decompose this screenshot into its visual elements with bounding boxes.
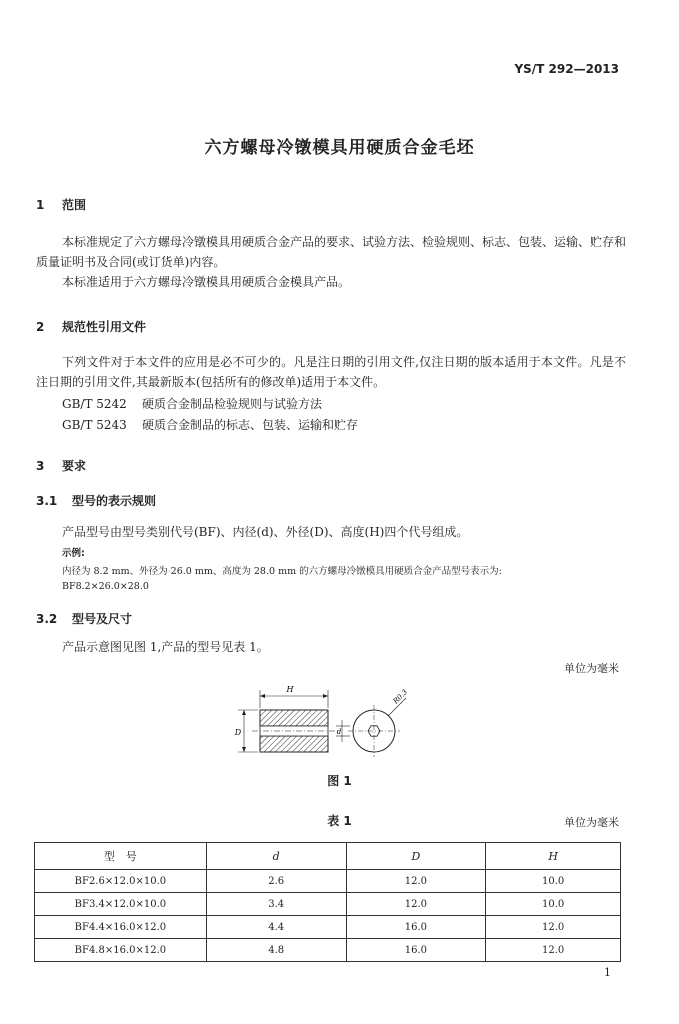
header-D: D bbox=[346, 843, 486, 870]
table-unit-note: 单位为毫米 bbox=[564, 816, 619, 829]
section-number: 3.2 bbox=[36, 612, 58, 626]
section-number: 3 bbox=[36, 459, 45, 473]
section-title: 范围 bbox=[62, 198, 87, 212]
cell-H: 12.0 bbox=[486, 916, 621, 939]
cell-D: 12.0 bbox=[346, 893, 486, 916]
cell-model: BF3.4×12.0×10.0 bbox=[35, 893, 207, 916]
figure-caption: 图 1 bbox=[327, 774, 352, 788]
section-number: 2 bbox=[36, 320, 45, 334]
section-2-paragraph-1: 下列文件对于本文件的应用是必不可少的。凡是注日期的引用文件,仅注日期的版本适用于本文件。凡是不注日期的引用文件,其最新版本(包括所有的修改单)适用于本文件。 bbox=[36, 355, 626, 389]
section-1-paragraph-2: 本标准适用于六方螺母冷镦模具用硬质合金模具产品。 bbox=[62, 275, 351, 289]
section-2-heading bbox=[36, 318, 146, 335]
reference-code: GB/T 5243 bbox=[62, 418, 127, 432]
standard-number: YS/T 292—2013 bbox=[514, 62, 619, 76]
example-code: BF8.2×26.0×28.0 bbox=[62, 581, 149, 592]
section-3-1-paragraph: 产品型号由型号类别代号(BF)、内径(d)、外径(D)、高度(H)四个代号组成。 bbox=[62, 525, 469, 539]
section-3-2-paragraph: 产品示意图见图 1,产品的型号见表 1。 bbox=[62, 640, 269, 654]
cell-d: 4.8 bbox=[206, 939, 346, 962]
reference-title: 硬质合金制品检验规则与试验方法 bbox=[142, 397, 323, 411]
cell-model: BF4.8×16.0×12.0 bbox=[35, 939, 207, 962]
cell-model: BF2.6×12.0×10.0 bbox=[35, 870, 207, 893]
cell-D: 16.0 bbox=[346, 939, 486, 962]
figure-1-drawing bbox=[228, 680, 428, 770]
dimensions-table bbox=[34, 842, 621, 962]
example-text: 内径为 8.2 mm、外径为 26.0 mm、高度为 28.0 mm 的六方螺母冷镦模具用硬质合金产品型号表示为: bbox=[62, 566, 502, 577]
cell-D: 12.0 bbox=[346, 870, 486, 893]
section-title: 型号的表示规则 bbox=[72, 494, 157, 508]
label-d: d bbox=[336, 728, 342, 736]
document-title: 六方螺母冷镦模具用硬质合金毛坯 bbox=[204, 138, 475, 158]
section-number: 3.1 bbox=[36, 494, 58, 508]
reference-item bbox=[62, 416, 358, 433]
section-number: 1 bbox=[36, 198, 45, 212]
cell-H: 10.0 bbox=[486, 870, 621, 893]
label-D: D bbox=[234, 728, 242, 737]
page-number: 1 bbox=[604, 966, 611, 979]
cell-d: 4.4 bbox=[206, 916, 346, 939]
header-H: H bbox=[486, 843, 621, 870]
section-1-heading bbox=[36, 196, 86, 213]
table-header-row bbox=[35, 843, 621, 870]
side-view bbox=[238, 690, 338, 752]
example-label: 示例: bbox=[62, 548, 85, 559]
section-title: 型号及尺寸 bbox=[72, 612, 133, 626]
label-H: H bbox=[286, 685, 294, 694]
cell-d: 3.4 bbox=[206, 893, 346, 916]
cell-H: 12.0 bbox=[486, 939, 621, 962]
cell-model: BF4.4×16.0×12.0 bbox=[35, 916, 207, 939]
cell-d: 2.6 bbox=[206, 870, 346, 893]
header-d: d bbox=[206, 843, 346, 870]
end-view bbox=[336, 698, 406, 757]
section-3-1-heading bbox=[36, 492, 156, 509]
table-row bbox=[35, 916, 621, 939]
figure-unit-note: 单位为毫米 bbox=[564, 662, 619, 675]
table-row bbox=[35, 870, 621, 893]
header-model: 型 号 bbox=[35, 843, 207, 870]
section-title: 要求 bbox=[62, 459, 87, 473]
section-3-heading bbox=[36, 457, 86, 474]
table-row bbox=[35, 893, 621, 916]
cell-D: 16.0 bbox=[346, 916, 486, 939]
cell-H: 10.0 bbox=[486, 893, 621, 916]
section-3-2-heading bbox=[36, 610, 132, 627]
table-row bbox=[35, 939, 621, 962]
reference-code: GB/T 5242 bbox=[62, 397, 127, 411]
section-1-paragraph-1: 本标准规定了六方螺母冷镦模具用硬质合金产品的要求、试验方法、检验规则、标志、包装、运输、贮存和质量证明书及合同(或订货单)内容。 bbox=[36, 235, 627, 269]
reference-item bbox=[62, 395, 322, 412]
section-title: 规范性引用文件 bbox=[62, 320, 147, 334]
table-caption: 表 1 bbox=[327, 814, 352, 828]
reference-title: 硬质合金制品的标志、包装、运输和贮存 bbox=[142, 418, 359, 432]
label-R: R0.3 bbox=[391, 688, 410, 706]
